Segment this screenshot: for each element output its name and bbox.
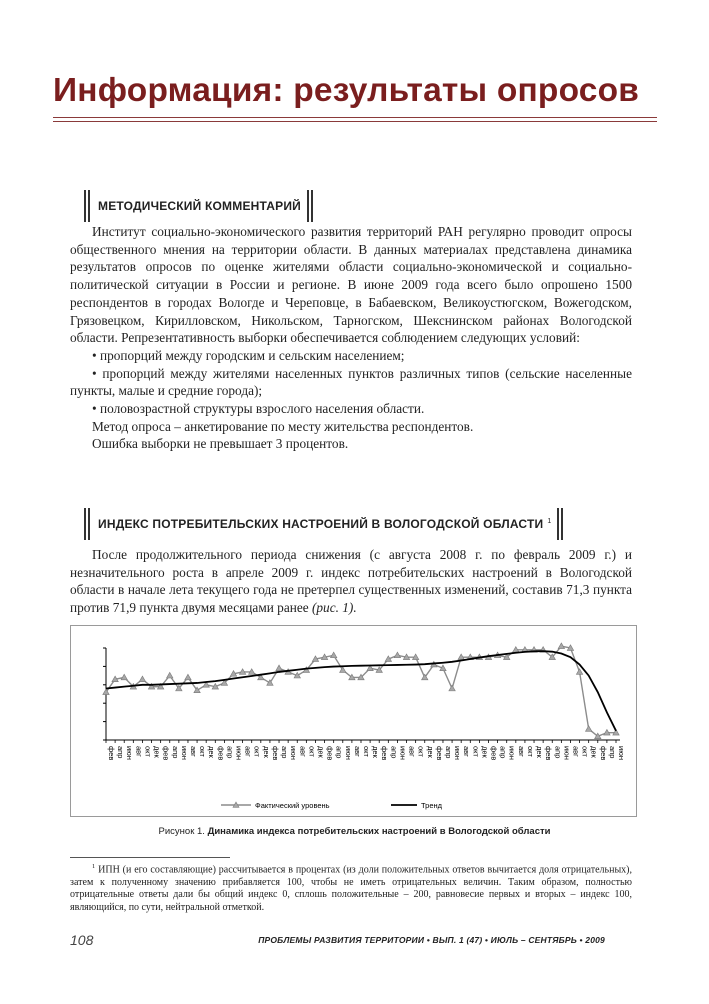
x-tick-label: фев [380, 746, 390, 761]
series-actual-point [585, 726, 591, 732]
paragraph [70, 546, 632, 617]
x-tick-label: авг [298, 746, 308, 757]
x-tick-label: фев [544, 746, 554, 761]
caption-text: Динамика индекса потребительских настроений в Вологодской области [207, 826, 551, 837]
x-tick-label: июн [562, 746, 572, 760]
legend-label-actual: Фактический уровень [255, 801, 330, 810]
legend-label-trend: Тренд [421, 801, 443, 810]
x-tick-label: окт [252, 746, 262, 757]
x-tick-label: дек [535, 746, 545, 758]
x-tick-label: июн [453, 746, 463, 760]
series-actual-point [449, 685, 455, 691]
page-footer [70, 932, 635, 948]
x-tick-label: фев [216, 746, 226, 761]
x-tick-label: июн [507, 746, 517, 760]
journal-info: ПРОБЛЕМЫ РАЗВИТИЯ ТЕРРИТОРИИ • ВЫП. 1 (47) • ИЮЛЬ – СЕНТЯБРЬ • 2009 [258, 935, 605, 945]
x-tick-label: июн [343, 746, 353, 760]
x-tick-label: фев [161, 746, 171, 761]
heading-bar [84, 190, 86, 222]
x-tick-label: дек [589, 746, 599, 758]
x-tick-label: фев [434, 746, 444, 761]
bullet-item: • пропорций между жителями населенных пунктов различных типов (сельские населенные пункты, малые и средние города); [70, 365, 632, 399]
x-tick-label: дек [152, 746, 162, 758]
x-tick-label: июн [234, 746, 244, 760]
paragraph: Ошибка выборки не превышает 3 процентов. [92, 436, 349, 452]
paragraph: Метод опроса – анкетирование по месту жительства респондентов. [92, 418, 474, 434]
x-tick-label: апр [280, 746, 290, 759]
x-tick-label: окт [307, 746, 317, 757]
x-tick-label: дек [425, 746, 435, 758]
footnote-paragraph [70, 861, 632, 914]
x-tick-label: окт [362, 746, 371, 757]
footnote-text: ИПН (и его составляющие) рассчитывается в процентах (из доли положительных ответов вычитается доля отрицательных), затем к полученному значению прибавляется 100, чтобы не иметь отрицательных величин. Таким образом, полностью отрицательные ответы дали бы общий индекс 0, сплошь положительные – 200, равновесие первых и вторых – индекс 100, являющийся, по сути, нейтральной отметкой. [70, 864, 632, 913]
x-tick-label: июн [617, 746, 626, 760]
x-tick-label: дек [480, 746, 490, 758]
footnote [70, 861, 632, 914]
paragraph-text: После продолжительного периода снижения (с августа 2008 г. по февраль 2009 г.) и незначительного роста в апреле 2009 г. индекс потребительских настроений в Вологодской области в начале лета текущего года не претерпел существенных изменений, составив 71,3 пункта против 71,9 пункта двумя месяцами ранее [70, 547, 632, 616]
x-tick-label: авг [516, 746, 526, 757]
section-heading-methodology [84, 189, 315, 223]
x-tick-label: апр [389, 746, 399, 759]
x-tick-label: апр [225, 746, 235, 759]
x-tick-label: окт [525, 746, 535, 757]
x-tick-label: июн [289, 746, 299, 760]
series-actual-point [576, 669, 582, 675]
x-tick-label: авг [462, 746, 472, 757]
heading-bar [307, 190, 309, 222]
series-actual-point [185, 674, 191, 680]
section-heading-cci [84, 507, 565, 541]
series-trend-line [106, 651, 616, 731]
x-tick-label: фев [489, 746, 499, 761]
series-actual-point [394, 652, 400, 658]
x-tick-label: апр [553, 746, 563, 759]
x-tick-label: апр [116, 746, 126, 759]
x-tick-label: апр [607, 746, 617, 759]
x-tick-label: дек [371, 746, 381, 758]
x-tick-label: окт [580, 746, 590, 757]
x-tick-label: апр [498, 746, 508, 759]
paragraph: Институт социально-экономического развития территорий РАН регулярно проводит опросы общественного мнения на территории области. В данных материалах представлена динамика результатов опросов по оценке жителями области социально-экономической и социально-политической ситуации в России и регионе. В июне 2009 года всего было опрошено 1500 респондентов в городах Вологде и Череповце, в Бабаевском, Великоустюгском, Вожегодском, Грязовецком, Кирилловском, Никольском, Тарногском, Шекснинском районах Вологодской области. Репрезентативность выборки обеспечивается соблюдением следующих условий: [70, 224, 632, 346]
section-title-text: ИНДЕКС ПОТРЕБИТЕЛЬСКИХ НАСТРОЕНИЙ В ВОЛОГОДСКОЙ ОБЛАСТИ [98, 517, 544, 531]
x-tick-label: июн [125, 746, 135, 760]
x-tick-label: авг [352, 746, 362, 757]
x-tick-label: июн [179, 746, 189, 760]
heading-bar [84, 508, 86, 540]
section-title: МЕТОДИЧЕСКИЙ КОММЕНТАРИЙ [98, 199, 302, 213]
x-tick-label: дек [207, 746, 217, 758]
heading-bar [88, 190, 90, 222]
x-tick-label: фев [270, 746, 280, 761]
x-tick-label: окт [143, 746, 153, 757]
figure-caption [0, 826, 709, 837]
x-tick-label: апр [170, 746, 180, 759]
bullet-item: • пропорций между городским и сельским населением; [92, 347, 405, 363]
caption-prefix: Рисунок 1. [158, 826, 205, 837]
page-number: 108 [70, 932, 94, 948]
x-tick-label: авг [407, 746, 417, 757]
series-actual-point [276, 665, 282, 671]
series-actual-line [106, 646, 616, 736]
cci-text [70, 546, 632, 617]
x-tick-label: окт [471, 746, 481, 757]
heading-bar [88, 508, 90, 540]
series-actual-point [139, 676, 145, 682]
x-tick-label: окт [198, 746, 208, 757]
section-title [98, 517, 551, 531]
x-tick-label: авг [188, 746, 198, 757]
bullet-item: • половозрастной структуры взрослого населения области. [92, 401, 425, 417]
chart-svg [71, 626, 636, 816]
methodology-text [70, 223, 632, 453]
footnote-mark: 1 [547, 518, 552, 525]
x-tick-label: фев [598, 746, 608, 761]
heading-bar [561, 508, 563, 540]
footnote-number: 1 [92, 863, 96, 870]
series-actual-point [330, 652, 336, 658]
series-actual-point [558, 643, 564, 649]
x-tick-label: авг [571, 746, 581, 757]
x-tick-label: фев [325, 746, 335, 761]
header-rule-top [53, 117, 657, 118]
heading-bar [557, 508, 559, 540]
x-tick-label: апр [443, 746, 453, 759]
x-tick-label: авг [243, 746, 253, 757]
figure-reference: (рис. 1). [311, 600, 357, 616]
chart-frame [70, 625, 637, 817]
footnote-rule [70, 857, 230, 858]
heading-bar [311, 190, 313, 222]
x-tick-label: июн [398, 746, 408, 760]
x-tick-label: фев [107, 746, 116, 761]
x-tick-label: дек [261, 746, 271, 758]
series-actual-point [121, 674, 127, 680]
header-rule-bottom [53, 121, 657, 122]
x-tick-label: апр [334, 746, 344, 759]
x-tick-label: дек [316, 746, 326, 758]
x-tick-label: авг [134, 746, 144, 757]
page-header-title: Информация: результаты опросов [53, 72, 640, 109]
x-tick-label: окт [416, 746, 426, 757]
series-actual-point [167, 672, 173, 678]
